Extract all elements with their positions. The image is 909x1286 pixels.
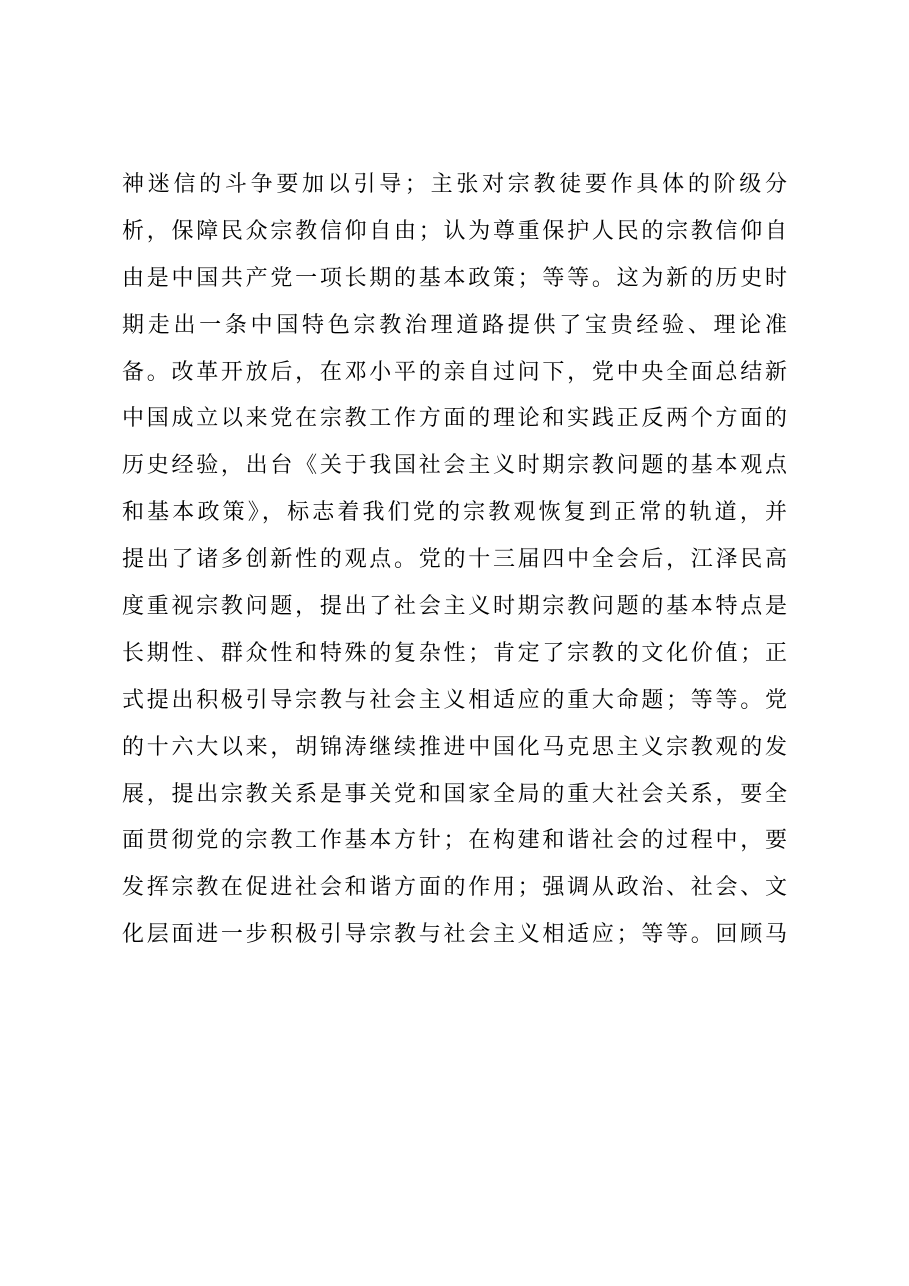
text-line: 由是中国共产党一项长期的基本政策；等等。这为新的历史时 (122, 265, 787, 291)
text-line: 提出了诸多创新性的观点。党的十三届四中全会后，江泽民高 (122, 547, 787, 573)
text-line: 历史经验，出台《关于我国社会主义时期宗教问题的基本观点 (122, 453, 787, 479)
text-line: 发挥宗教在促进社会和谐方面的作用；强调从政治、社会、文 (122, 875, 787, 901)
text-line: 神迷信的斗争要加以引导；主张对宗教徒要作具体的阶级分 (122, 172, 787, 197)
body-text (122, 162, 787, 959)
text-line: 式提出积极引导宗教与社会主义相适应的重大命题；等等。党 (122, 687, 787, 713)
text-line: 期走出一条中国特色宗教治理道路提供了宝贵经验、理论准 (122, 312, 787, 338)
text-line: 长期性、群众性和特殊的复杂性；肯定了宗教的文化价值；正 (122, 640, 787, 666)
text-line: 面贯彻党的宗教工作基本方针；在构建和谐社会的过程中，要 (122, 828, 787, 854)
text-line: 度重视宗教问题，提出了社会主义时期宗教问题的基本特点是 (122, 594, 787, 620)
text-line: 化层面进一步积极引导宗教与社会主义相适应；等等。回顾马 (122, 922, 787, 948)
text-line: 的十六大以来，胡锦涛继续推进中国化马克思主义宗教观的发 (122, 734, 787, 760)
text-line: 备。改革开放后，在邓小平的亲自过问下，党中央全面总结新 (122, 359, 787, 385)
text-line: 和基本政策》，标志着我们党的宗教观恢复到正常的轨道，并 (122, 500, 787, 526)
text-line: 中国成立以来党在宗教工作方面的理论和实践正反两个方面的 (122, 406, 787, 432)
text-line: 析，保障民众宗教信仰自由；认为尊重保护人民的宗教信仰自 (122, 218, 787, 244)
text-line: 展，提出宗教关系是事关党和国家全局的重大社会关系，要全 (122, 781, 787, 807)
